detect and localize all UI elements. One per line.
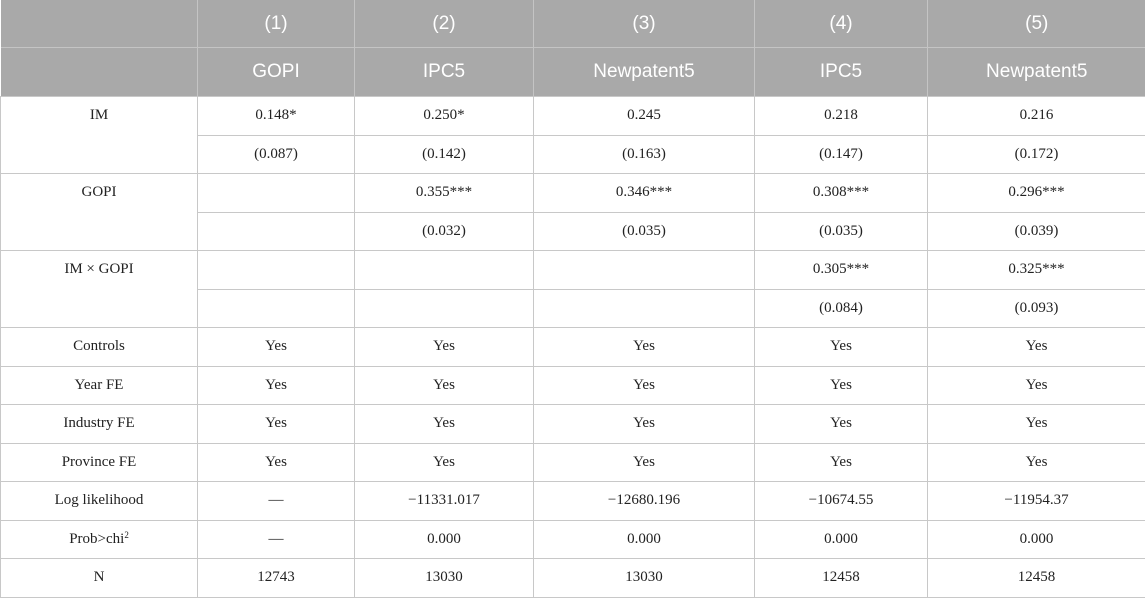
table-cell: 12458 [928, 559, 1145, 598]
table-cell: 0.305*** [755, 251, 928, 290]
header-corner [1, 0, 198, 48]
table-row-n [1, 559, 1145, 598]
table-cell: 0.218 [755, 97, 928, 136]
table-cell [355, 251, 534, 290]
table-cell: (0.142) [355, 135, 534, 174]
table-cell: (0.087) [198, 135, 355, 174]
table-cell: Yes [534, 366, 755, 405]
table-row-controls [1, 328, 1145, 367]
table-cell: Yes [355, 443, 534, 482]
table-cell: (0.039) [928, 212, 1145, 251]
table-cell [534, 251, 755, 290]
table-cell: Yes [755, 443, 928, 482]
table-cell: 0.000 [928, 520, 1145, 559]
table-cell: Yes [355, 366, 534, 405]
table-cell: (0.172) [928, 135, 1145, 174]
table-cell: 0.250* [355, 97, 534, 136]
table-cell: — [198, 482, 355, 521]
table-cell: 0.308*** [755, 174, 928, 213]
table-cell: 0.325*** [928, 251, 1145, 290]
header-name: Newpatent5 [534, 48, 755, 97]
table-cell [534, 289, 755, 328]
table-cell: 0.216 [928, 97, 1145, 136]
table-cell: (0.084) [755, 289, 928, 328]
table-cell: Yes [534, 405, 755, 444]
row-label-superscript: 2 [124, 530, 129, 540]
row-label: GOPI [1, 174, 198, 251]
table-cell: 13030 [355, 559, 534, 598]
header-number: (4) [755, 0, 928, 48]
table-cell: 0.000 [355, 520, 534, 559]
table-cell: −11954.37 [928, 482, 1145, 521]
table-cell: Yes [198, 366, 355, 405]
table-cell [355, 289, 534, 328]
table-row-im-coef [1, 97, 1145, 136]
table-row-year-fe [1, 366, 1145, 405]
row-label: IM [1, 97, 198, 174]
table-row-prob-chi2 [1, 520, 1145, 559]
table-cell: Yes [534, 443, 755, 482]
row-label: N [1, 559, 198, 598]
table-cell: Yes [928, 328, 1145, 367]
table-cell: Yes [198, 405, 355, 444]
table-cell: Yes [198, 328, 355, 367]
table-row-im-x-gopi-coef [1, 251, 1145, 290]
header-number: (1) [198, 0, 355, 48]
row-label: Log likelihood [1, 482, 198, 521]
table-cell: (0.032) [355, 212, 534, 251]
table-cell: Yes [355, 405, 534, 444]
header-number: (3) [534, 0, 755, 48]
table-cell: (0.035) [755, 212, 928, 251]
table-cell: 12458 [755, 559, 928, 598]
table-cell: (0.163) [534, 135, 755, 174]
row-label: Industry FE [1, 405, 198, 444]
header-name: GOPI [198, 48, 355, 97]
table-cell: Yes [198, 443, 355, 482]
table-cell: −11331.017 [355, 482, 534, 521]
table-cell: Yes [928, 405, 1145, 444]
table-cell: 0.346*** [534, 174, 755, 213]
row-label: IM × GOPI [1, 251, 198, 328]
header-name: IPC5 [355, 48, 534, 97]
table-cell: 0.000 [534, 520, 755, 559]
table-row-log-likelihood [1, 482, 1145, 521]
header-row-names [1, 48, 1145, 97]
header-name: IPC5 [755, 48, 928, 97]
header-number: (5) [928, 0, 1145, 48]
table-cell [198, 289, 355, 328]
table-cell: Yes [755, 405, 928, 444]
table-cell [198, 251, 355, 290]
table-cell: Yes [534, 328, 755, 367]
table-cell: 13030 [534, 559, 755, 598]
table-cell: −10674.55 [755, 482, 928, 521]
row-label: Province FE [1, 443, 198, 482]
table-cell: Yes [928, 443, 1145, 482]
table-cell: Yes [755, 328, 928, 367]
header-row-numbers [1, 0, 1145, 48]
table-cell: 12743 [198, 559, 355, 598]
table-cell: (0.035) [534, 212, 755, 251]
table-cell: 0.000 [755, 520, 928, 559]
table-cell: 0.355*** [355, 174, 534, 213]
row-label [1, 520, 198, 559]
table-row-industry-fe [1, 405, 1145, 444]
table-cell: Yes [355, 328, 534, 367]
row-label: Year FE [1, 366, 198, 405]
table-cell: Yes [755, 366, 928, 405]
row-label: Controls [1, 328, 198, 367]
table-row-province-fe [1, 443, 1145, 482]
row-label-text: Prob>chi [69, 531, 124, 547]
header-corner [1, 48, 198, 97]
table-cell: 0.296*** [928, 174, 1145, 213]
table-row-gopi-coef [1, 174, 1145, 213]
table-cell: Yes [928, 366, 1145, 405]
table-cell [198, 212, 355, 251]
table-cell: 0.148* [198, 97, 355, 136]
table-cell: — [198, 520, 355, 559]
table-cell [198, 174, 355, 213]
table-cell: (0.093) [928, 289, 1145, 328]
table-cell: 0.245 [534, 97, 755, 136]
header-number: (2) [355, 0, 534, 48]
table-cell: (0.147) [755, 135, 928, 174]
table-cell: −12680.196 [534, 482, 755, 521]
header-name: Newpatent5 [928, 48, 1145, 97]
